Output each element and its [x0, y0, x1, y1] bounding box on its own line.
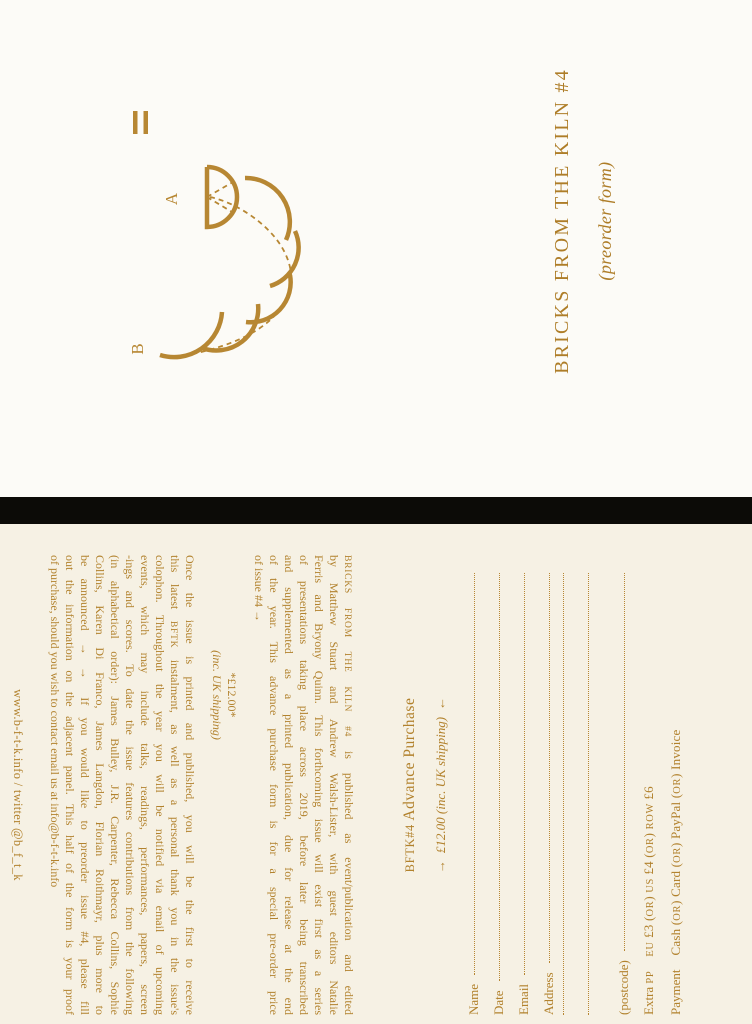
dotted-write-in-line	[563, 573, 564, 1015]
form-price-text: £12.00 (inc. UK shipping)	[433, 716, 448, 854]
paragraph-line: of presentations taking place across 2019, before later being transcribed	[297, 555, 311, 1015]
paragraph-line: events, which may include talks, readings, performances, papers, screen	[138, 555, 152, 1015]
dotted-write-in-line	[549, 573, 550, 963]
form-fields	[466, 555, 695, 1015]
info-paragraph-2	[47, 555, 197, 1015]
tumbling-disc-logo	[110, 90, 310, 380]
cover-title-block	[547, 56, 623, 386]
field-label: Extra PP	[641, 970, 656, 1015]
dotted-write-in-line	[524, 573, 525, 975]
form-field-row	[491, 555, 516, 1015]
paragraph-line: out the information on the adjacent panel. This half of the form is your proof	[63, 555, 77, 1015]
price-note	[209, 555, 239, 835]
form-field-row	[466, 555, 491, 1015]
form-price-line	[432, 555, 450, 1015]
form-field-row	[516, 555, 541, 1015]
logo-label-b: B	[128, 343, 147, 355]
form-field-row	[668, 555, 695, 1015]
info-paragraph-1	[251, 555, 356, 1015]
field-label: (postcode)	[616, 960, 631, 1015]
order-form-half	[400, 555, 730, 1015]
paragraph-line: Collins, Karen Di Franco, James Langdon, Florian Roithmayr, plus more to	[93, 555, 107, 1015]
paragraph-line: of purchase, should you wish to contact email us at info@b-f-t-k.info	[48, 555, 62, 888]
proof-of-purchase-half	[0, 555, 400, 1015]
form-field-row	[616, 555, 641, 1015]
paragraph-line: -ings and scores. To date the issue features contributions from the following	[123, 555, 137, 1015]
dotted-write-in-line	[474, 573, 475, 975]
logo-label-a: A	[162, 192, 181, 206]
form-heading: BFTK#4 Advance Purchase	[401, 697, 418, 873]
field-label: Address	[541, 972, 556, 1015]
form-field-row	[591, 555, 616, 1015]
price-amount: *£12.00*	[225, 672, 239, 718]
field-options: Cash (OR) Card (OR) PayPal (OR) Invoice	[668, 729, 683, 956]
divider-band	[0, 497, 752, 524]
website-twitter-footer: www.b-f-t-k.info / twitter @b_f_t_k	[11, 689, 25, 881]
equals-icon	[133, 111, 148, 134]
paragraph-line: (in alphabetical order): James Bulley, J.R. Carpenter, Rebecca Collins, Sophie	[108, 555, 122, 1015]
paragraph-line: of the year. This advance purchase form is for a special pre-order price	[267, 555, 281, 1015]
paragraph-line: of issue #4 →	[252, 555, 266, 622]
paragraph-line: BRICKS FROM THE KILN #4 is published as event/publication and edited	[342, 555, 356, 1015]
paragraph-line: colophon. Throughout the year you will be notified via email of upcoming	[153, 555, 167, 1015]
dotted-write-in-line	[499, 573, 500, 981]
page-subtitle: (preorder form)	[595, 161, 615, 281]
page-title: BRICKS FROM THE KILN #4	[551, 68, 573, 374]
dotted-write-in-line	[624, 573, 625, 951]
trajectory-dashed-path	[170, 182, 291, 358]
field-label: Payment	[668, 969, 683, 1015]
form-field-row	[641, 555, 668, 1015]
arrow-right-icon: →	[433, 860, 448, 874]
field-options: EU £3 (OR) US £4 (OR) ROW £6	[641, 786, 656, 957]
paragraph-line: Ferris and Bryony Quinn. This forthcoming issue will exist first as a series	[312, 555, 326, 1015]
dotted-write-in-line	[588, 573, 589, 1015]
arrow-left-icon: ←	[433, 696, 448, 710]
cover-panel	[0, 0, 752, 497]
paragraph-line: be announced → → If you would like to preorder issue #4, please fill	[78, 555, 92, 1015]
price-shipping-note: (inc. UK shipping)	[210, 650, 224, 740]
paragraph-line: and supplemented as a printed publication, due for release at the end	[282, 555, 296, 1015]
field-label: Name	[466, 983, 481, 1015]
paragraph-line: Once the issue is printed and published, you will be the first to receive	[183, 555, 197, 1015]
paragraph-line: this latest BFTK instalment, as well as a personal thank you in the issue's	[168, 555, 182, 1016]
paragraph-line: by Matthew Stuart and Andrew Walsh-Lister, with guest editors Natalie	[327, 555, 341, 1015]
field-label: Email	[516, 983, 531, 1015]
field-label: Date	[491, 990, 506, 1015]
